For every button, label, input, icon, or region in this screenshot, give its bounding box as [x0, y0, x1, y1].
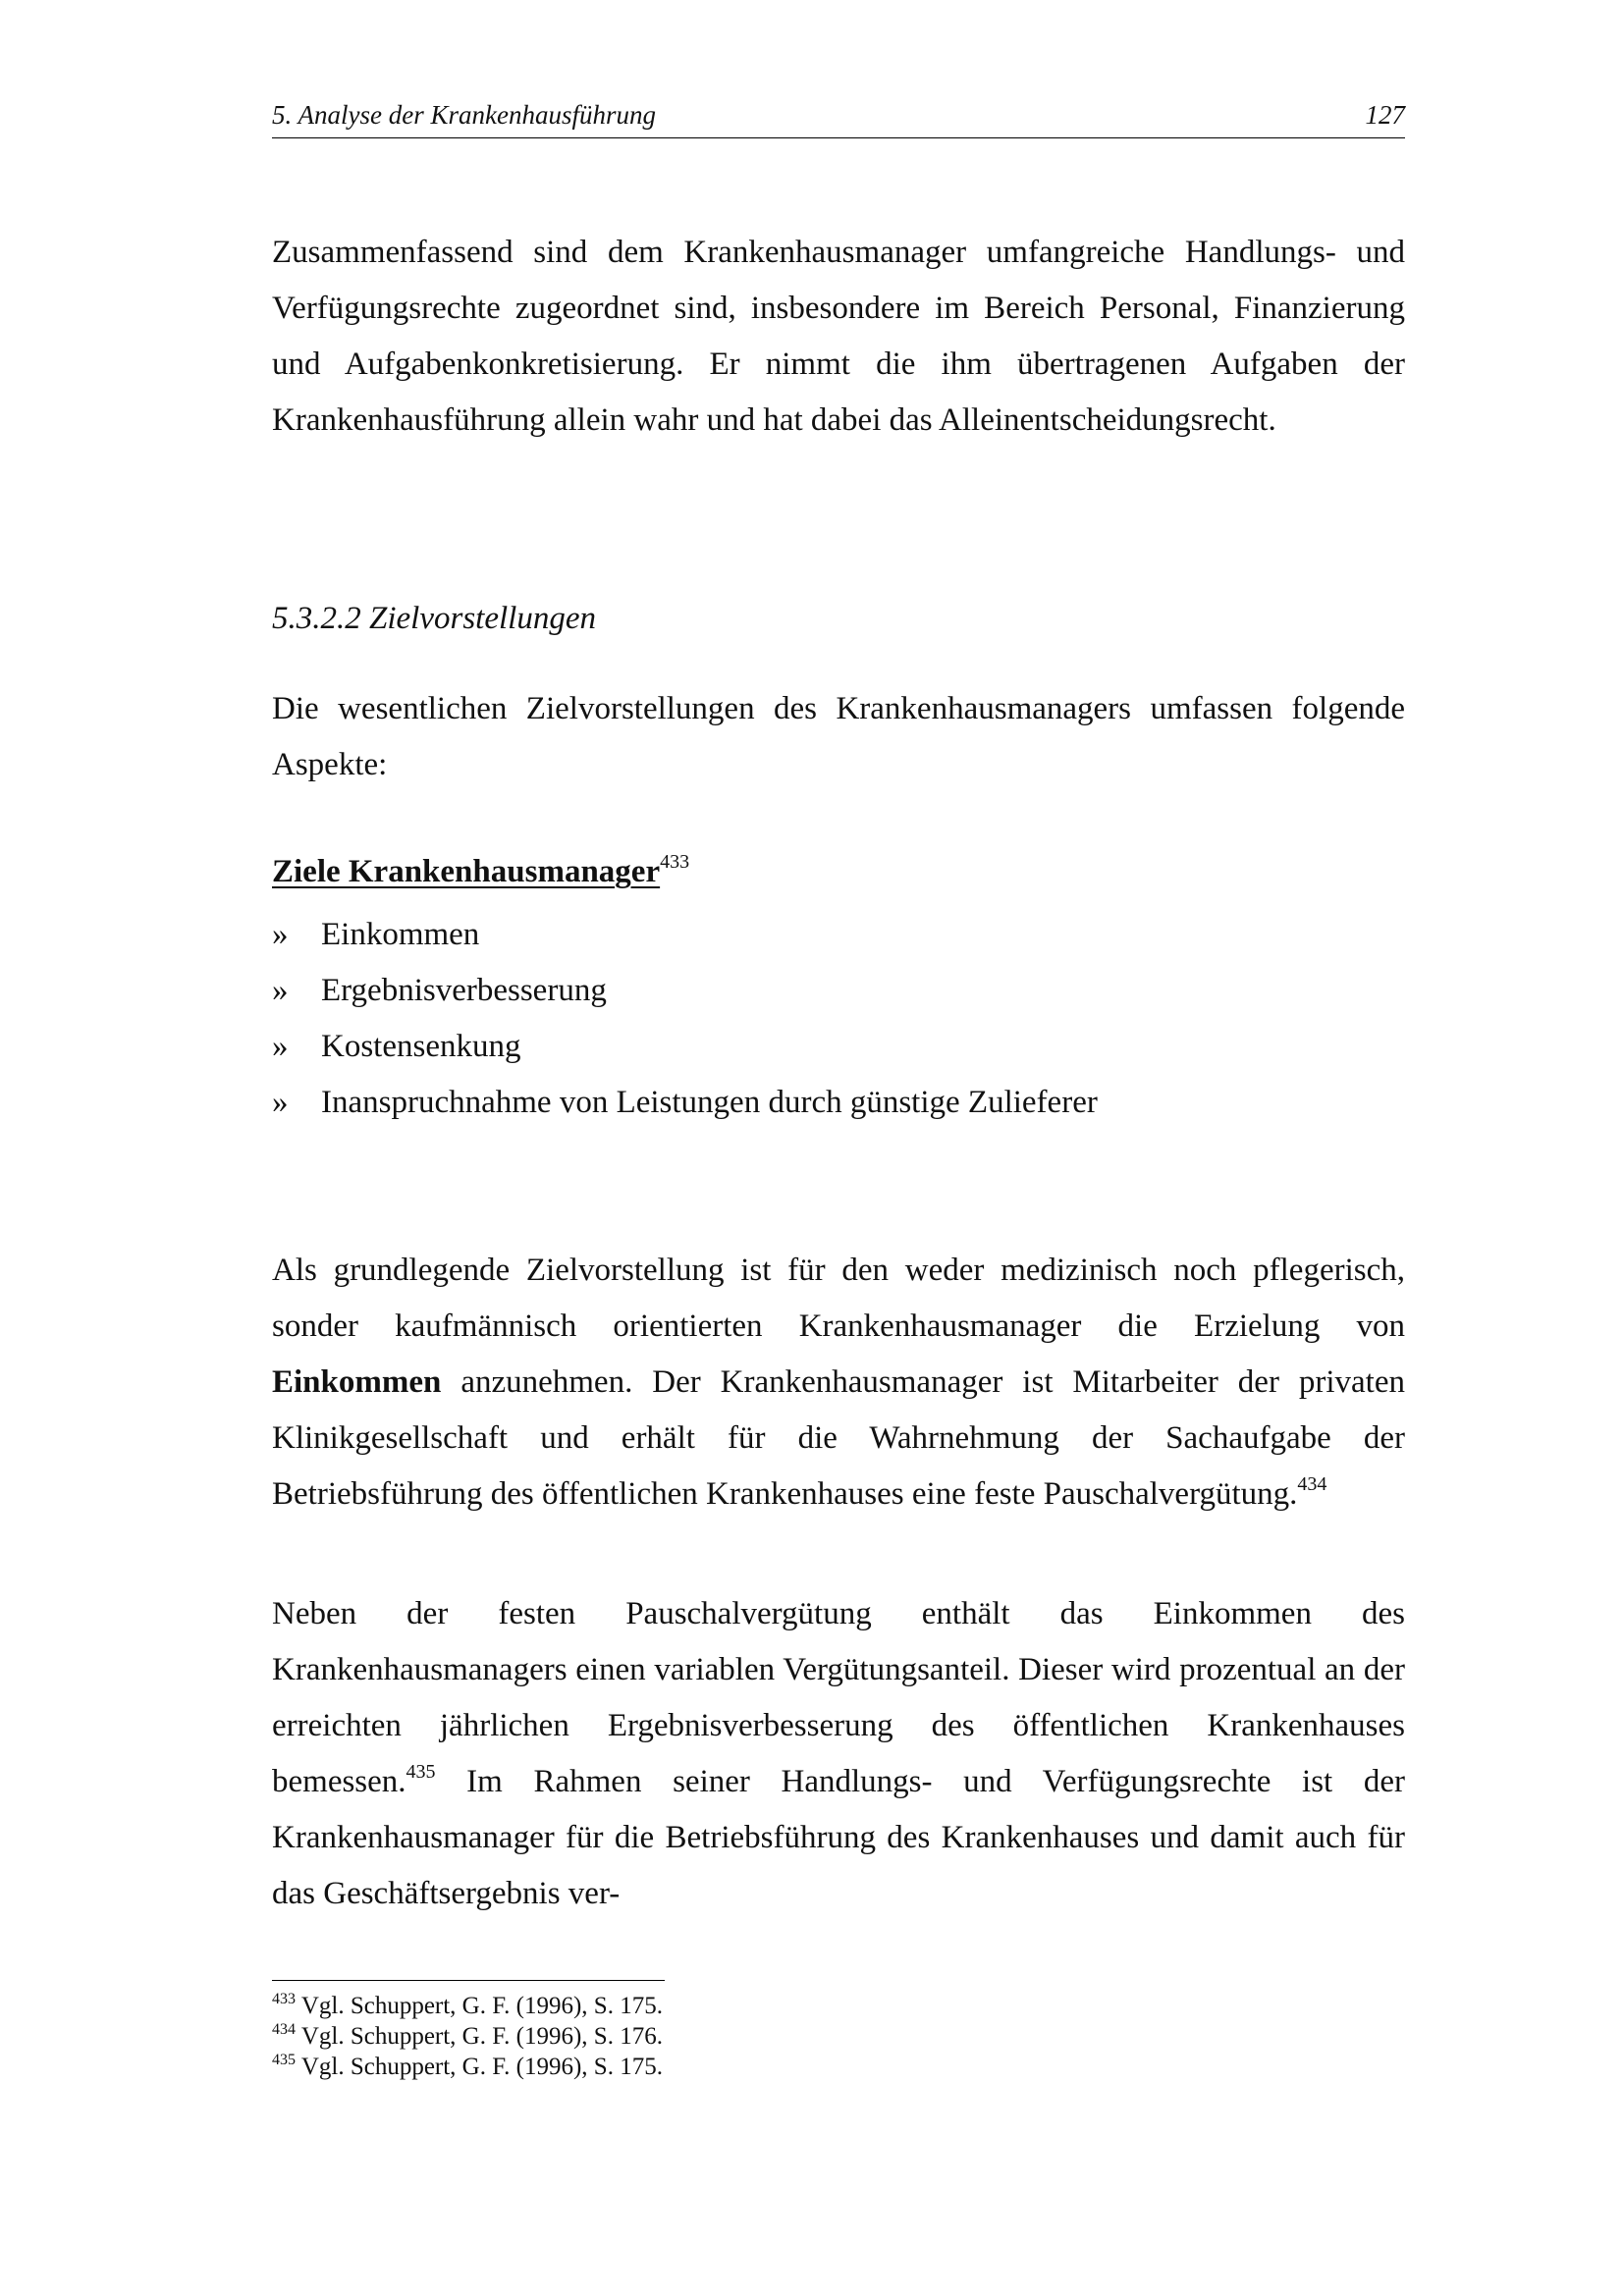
footnote-divider [272, 1980, 665, 1981]
footnotes [272, 1991, 663, 2082]
footnote-number: 433 [272, 1991, 296, 2007]
list-item [272, 1019, 1098, 1075]
list-item-text: Ergebnisverbesserung [321, 973, 607, 1008]
paragraph-income-part1: Als grundlegende Zielvorstellung ist für den weder medizinisch noch pflegerisch, sonder kaufmännisch orientierten Krankenhausmanager die Erzielung von [272, 1253, 1405, 1344]
bullet: » [272, 1085, 289, 1120]
goals-list [272, 907, 1098, 1131]
list-item [272, 963, 1098, 1019]
bullet: » [272, 917, 289, 952]
footnote-text: Vgl. Schuppert, G. F. (1996), S. 175. [300, 1993, 663, 2019]
footnote-ref-433[interactable]: 433 [660, 851, 690, 873]
paragraph-variable-pay-part1: Neben der festen Pauschalvergütung enthält das Einkommen des Krankenhausmanagers einen variablen Vergütungsanteil. Dieser wird prozentual an der erreichten jährlichen Ergebnisverbesserung des öffentlichen Krankenhauses bemessen. [272, 1596, 1405, 1799]
paragraph-income [272, 1243, 1405, 1522]
footnote-number: 434 [272, 2021, 296, 2038]
list-item-text: Inanspruchnahme von Leistungen durch günstige Zulieferer [321, 1085, 1098, 1120]
page-number: 127 [1365, 100, 1405, 130]
bullet: » [272, 1029, 289, 1064]
paragraph-summary: Zusammenfassend sind dem Krankenhausmanager umfangreiche Handlungs- und Verfügungsrechte zugeordnet sind, insbesondere im Bereich Personal, Finanzierung und Aufgabenkonkretisierung. Er nimmt die ihm übertragenen Aufgaben der Krankenhausführung allein wahr und hat dabei das Alleinentscheidungsrecht. [272, 235, 1405, 438]
paragraph-intro: Die wesentlichen Zielvorstellungen des Krankenhausmanagers umfassen folgende Aspekte: [272, 691, 1405, 782]
goals-title-text: Ziele Krankenhausmanager [272, 854, 661, 889]
list-item [272, 1075, 1098, 1131]
list-item [272, 907, 1098, 963]
paragraph-variable-pay [272, 1586, 1405, 1922]
footnote-text: Vgl. Schuppert, G. F. (1996), S. 175. [300, 2054, 663, 2080]
footnote-ref-435[interactable]: 435 [406, 1761, 436, 1783]
paragraph-variable-pay-part2: Im Rahmen seiner Handlungs- und Verfügungsrechte ist der Krankenhausmanager für die Betriebsführung des Krankenhauses und damit auch für das Geschäftsergebnis ver- [272, 1764, 1405, 1911]
list-item-text: Kostensenkung [321, 1029, 521, 1064]
footnote-text: Vgl. Schuppert, G. F. (1996), S. 176. [300, 2023, 663, 2050]
section-heading: 5.3.2.2 Zielvorstellungen [272, 601, 596, 636]
footnote-ref-434[interactable]: 434 [1297, 1473, 1327, 1495]
footnote [272, 2021, 663, 2052]
footnote-number: 435 [272, 2052, 296, 2068]
footnote [272, 1991, 663, 2021]
footnote [272, 2052, 663, 2082]
bold-term-einkommen: Einkommen [272, 1364, 442, 1400]
goals-title [272, 851, 690, 890]
paragraph-income-part2: anzunehmen. Der Krankenhausmanager ist Mitarbeiter der privaten Klinikgesellschaft und erhält für die Wahrnehmung der Sachaufgabe der Betriebsführung des öffentlichen Krankenhauses eine feste Pauschalvergütung. [272, 1364, 1405, 1512]
header-title: 5. Analyse der Krankenhausführung [272, 100, 656, 130]
running-header [272, 98, 1405, 138]
bullet: » [272, 973, 289, 1008]
list-item-text: Einkommen [321, 917, 480, 952]
